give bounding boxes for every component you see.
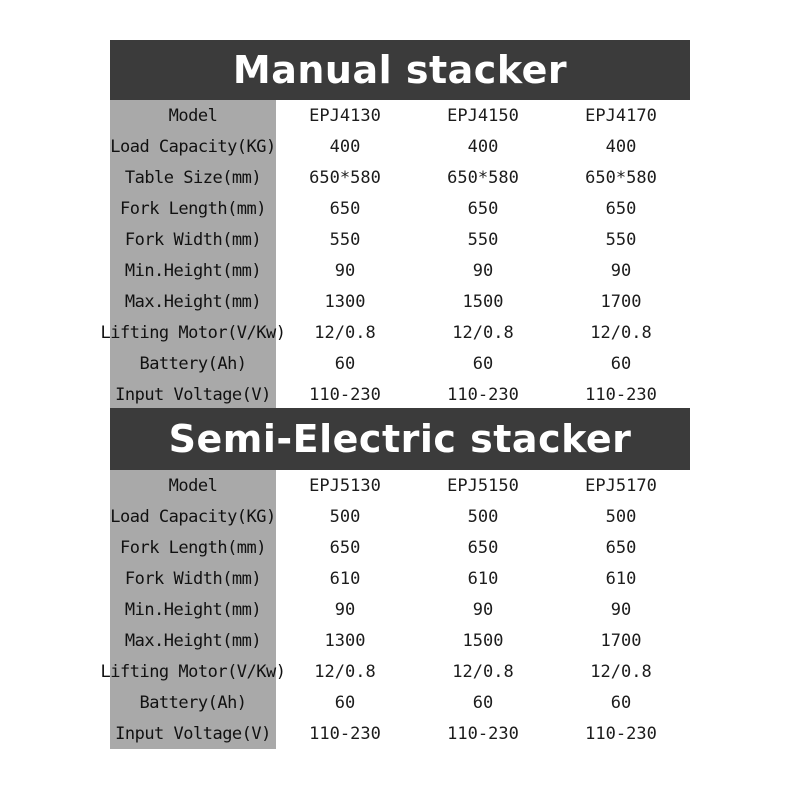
spec-label-cell bbox=[100, 317, 286, 348]
spec-value-cell: 500 bbox=[552, 501, 690, 532]
table-row bbox=[110, 224, 690, 255]
spec-value-cell: 650 bbox=[414, 532, 552, 563]
model-header-cell: EPJ4170 bbox=[552, 100, 690, 131]
spec-value-cell: 650 bbox=[276, 532, 414, 563]
spec-value-cell: 12/0.8 bbox=[414, 656, 552, 687]
spec-label-cell bbox=[110, 193, 276, 224]
spec-value-cell: 90 bbox=[276, 255, 414, 286]
spec-label-cell bbox=[110, 162, 276, 193]
table-row bbox=[110, 162, 690, 193]
spec-label-cell bbox=[110, 470, 276, 501]
table-row bbox=[110, 718, 690, 749]
spec-value-cell: 110-230 bbox=[414, 718, 552, 749]
spec-value-cell: 12/0.8 bbox=[552, 317, 690, 348]
spec-label-text: Fork Length(mm) bbox=[119, 537, 267, 558]
table-row bbox=[110, 625, 690, 656]
table-row bbox=[110, 286, 690, 317]
spec-value-cell: 400 bbox=[276, 131, 414, 162]
spec-value-cell: 12/0.8 bbox=[552, 656, 690, 687]
semi-electric-stacker-table bbox=[100, 470, 690, 749]
spec-value-cell: 60 bbox=[414, 687, 552, 718]
spec-value-cell: 110-230 bbox=[276, 379, 414, 410]
spec-label-cell bbox=[110, 532, 276, 563]
spec-value-cell: 60 bbox=[276, 348, 414, 379]
spec-value-cell: 610 bbox=[276, 563, 414, 594]
spec-label-text: Fork Width(mm) bbox=[124, 229, 262, 250]
model-header-cell: EPJ4150 bbox=[414, 100, 552, 131]
spec-value-cell: 500 bbox=[276, 501, 414, 532]
spec-label-cell bbox=[110, 625, 276, 656]
table-row bbox=[110, 131, 690, 162]
spec-label-text: Table Size(mm) bbox=[124, 167, 262, 188]
spec-label-cell bbox=[110, 501, 276, 532]
spec-label-text: Lifting Motor(V/Kw) bbox=[100, 661, 286, 682]
spec-value-cell: 60 bbox=[552, 348, 690, 379]
spec-label-cell bbox=[110, 286, 276, 317]
table-row bbox=[110, 532, 690, 563]
spec-value-cell: 110-230 bbox=[276, 718, 414, 749]
spec-value-cell: 650*580 bbox=[276, 162, 414, 193]
table-row bbox=[110, 470, 690, 501]
spec-label-cell bbox=[100, 656, 286, 687]
spec-value-cell: 550 bbox=[276, 224, 414, 255]
spec-value-cell: 60 bbox=[414, 348, 552, 379]
spec-label-text: Lifting Motor(V/Kw) bbox=[100, 322, 286, 343]
spec-label-text: Fork Length(mm) bbox=[119, 198, 267, 219]
spec-label-cell bbox=[110, 718, 276, 749]
table-row bbox=[110, 594, 690, 625]
spec-label-cell bbox=[110, 594, 276, 625]
spec-label-text: Load Capacity(KG) bbox=[110, 136, 276, 157]
table-row bbox=[110, 687, 690, 718]
spec-label-text: Input Voltage(V) bbox=[115, 723, 271, 744]
spec-label-text: Model bbox=[168, 475, 218, 496]
spec-value-cell: 1300 bbox=[276, 286, 414, 317]
manual-stacker-title: Manual stacker bbox=[110, 40, 690, 100]
spec-value-cell: 1500 bbox=[414, 286, 552, 317]
spec-label-cell bbox=[110, 100, 276, 131]
spec-value-cell: 12/0.8 bbox=[414, 317, 552, 348]
spec-value-cell: 1300 bbox=[276, 625, 414, 656]
spec-value-cell: 650 bbox=[552, 193, 690, 224]
spec-value-cell: 650*580 bbox=[552, 162, 690, 193]
spec-value-cell: 60 bbox=[552, 687, 690, 718]
spec-value-cell: 90 bbox=[414, 255, 552, 286]
spec-value-cell: 550 bbox=[414, 224, 552, 255]
table-row bbox=[110, 100, 690, 131]
spec-value-cell: 1500 bbox=[414, 625, 552, 656]
semi-electric-stacker-block bbox=[100, 408, 690, 749]
spec-value-cell: 500 bbox=[414, 501, 552, 532]
manual-stacker-block bbox=[100, 40, 690, 410]
table-row bbox=[110, 348, 690, 379]
spec-value-cell: 90 bbox=[552, 594, 690, 625]
spec-label-cell bbox=[110, 255, 276, 286]
model-header-cell: EPJ5170 bbox=[552, 470, 690, 501]
spec-value-cell: 650 bbox=[414, 193, 552, 224]
model-header-cell: EPJ4130 bbox=[276, 100, 414, 131]
semi-electric-stacker-title: Semi-Electric stacker bbox=[110, 408, 690, 470]
spec-value-cell: 610 bbox=[552, 563, 690, 594]
spec-label-text: Battery(Ah) bbox=[139, 692, 247, 713]
spec-label-text: Max.Height(mm) bbox=[124, 630, 262, 651]
spec-label-cell bbox=[110, 131, 276, 162]
spec-label-text: Max.Height(mm) bbox=[124, 291, 262, 312]
spec-value-cell: 60 bbox=[276, 687, 414, 718]
model-header-cell: EPJ5130 bbox=[276, 470, 414, 501]
spec-label-cell bbox=[110, 563, 276, 594]
spec-label-text: Min.Height(mm) bbox=[124, 599, 262, 620]
spec-label-cell bbox=[110, 224, 276, 255]
model-header-cell: EPJ5150 bbox=[414, 470, 552, 501]
spec-value-cell: 550 bbox=[552, 224, 690, 255]
spec-value-cell: 650 bbox=[552, 532, 690, 563]
spec-value-cell: 90 bbox=[414, 594, 552, 625]
spec-value-cell: 400 bbox=[414, 131, 552, 162]
table-row bbox=[110, 379, 690, 410]
spec-value-cell: 90 bbox=[552, 255, 690, 286]
spec-value-cell: 400 bbox=[552, 131, 690, 162]
spec-label-cell bbox=[110, 687, 276, 718]
table-row bbox=[110, 255, 690, 286]
spec-label-cell bbox=[110, 348, 276, 379]
spec-label-text: Battery(Ah) bbox=[139, 353, 247, 374]
spec-value-cell: 650 bbox=[276, 193, 414, 224]
spec-value-cell: 650*580 bbox=[414, 162, 552, 193]
spec-value-cell: 12/0.8 bbox=[276, 656, 414, 687]
manual-stacker-table bbox=[100, 100, 690, 410]
table-row bbox=[110, 501, 690, 532]
spec-value-cell: 1700 bbox=[552, 625, 690, 656]
table-row bbox=[110, 563, 690, 594]
table-row bbox=[110, 656, 690, 687]
spec-value-cell: 110-230 bbox=[552, 379, 690, 410]
spec-value-cell: 1700 bbox=[552, 286, 690, 317]
spec-value-cell: 12/0.8 bbox=[276, 317, 414, 348]
spec-label-text: Min.Height(mm) bbox=[124, 260, 262, 281]
spec-label-text: Fork Width(mm) bbox=[124, 568, 262, 589]
spec-label-cell bbox=[110, 379, 276, 410]
spec-value-cell: 610 bbox=[414, 563, 552, 594]
table-row bbox=[110, 193, 690, 224]
spec-label-text: Model bbox=[168, 105, 218, 126]
spec-value-cell: 90 bbox=[276, 594, 414, 625]
table-row bbox=[110, 317, 690, 348]
spec-value-cell: 110-230 bbox=[414, 379, 552, 410]
spec-value-cell: 110-230 bbox=[552, 718, 690, 749]
spec-label-text: Input Voltage(V) bbox=[115, 384, 271, 405]
spec-label-text: Load Capacity(KG) bbox=[110, 506, 276, 527]
